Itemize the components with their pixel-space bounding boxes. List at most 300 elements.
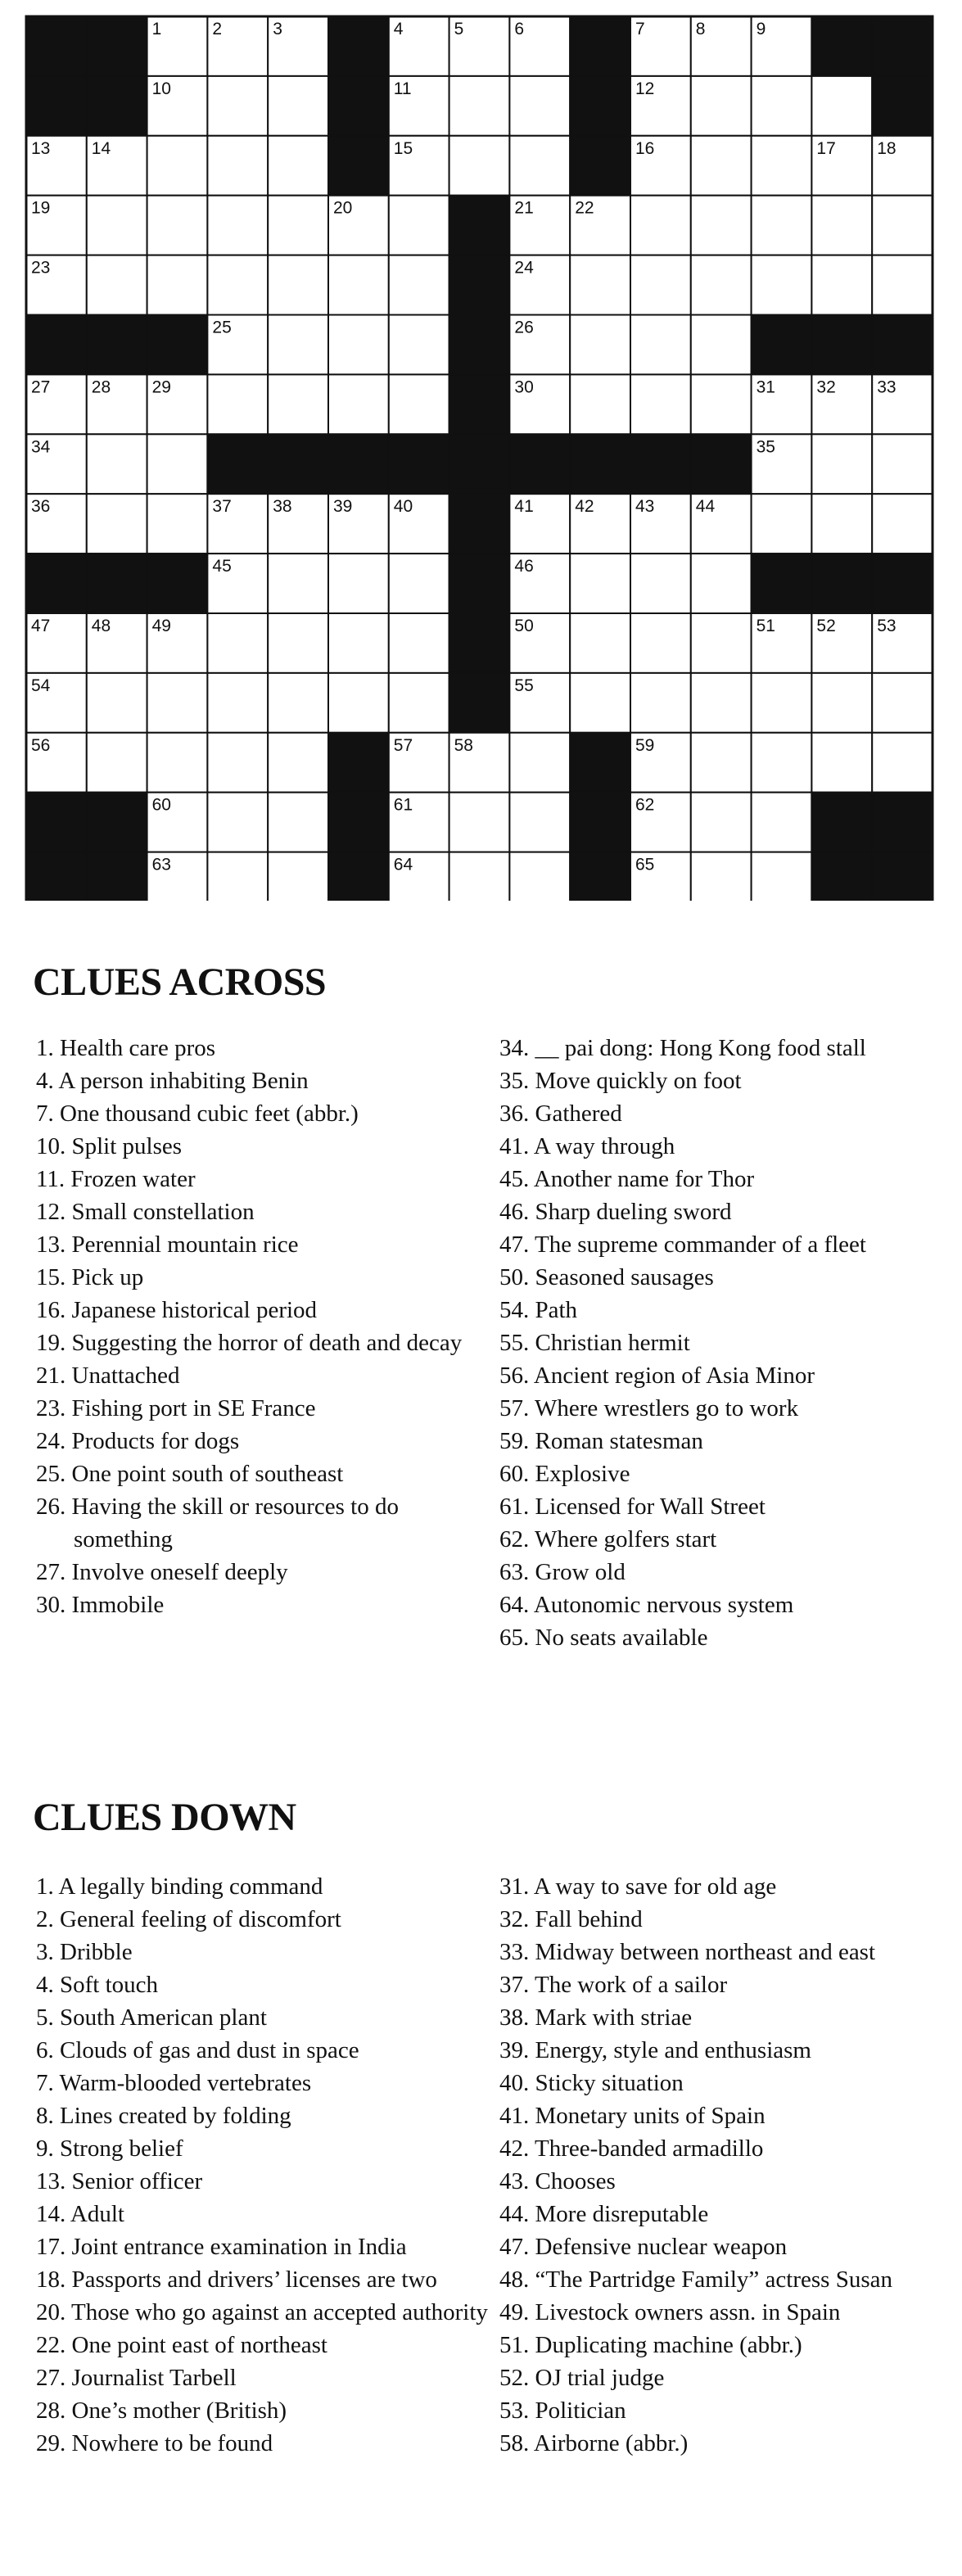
cell-number: 8 (695, 20, 706, 38)
grid-cell[interactable] (147, 196, 208, 255)
grid-cell[interactable] (872, 673, 933, 733)
black-cell (570, 76, 630, 136)
grid-cell[interactable] (268, 613, 328, 673)
across-clue: 35. Move quickly on foot (499, 1068, 742, 1094)
grid-cell[interactable] (691, 136, 752, 196)
black-cell (691, 434, 752, 494)
across-clue: 11. Frozen water (36, 1166, 196, 1192)
grid-cell[interactable] (87, 494, 147, 554)
grid-cell[interactable] (87, 673, 147, 733)
across-clue: 7. One thousand cubic feet (abbr.) (36, 1100, 359, 1127)
grid-cell[interactable] (268, 76, 328, 136)
across-clue-list-left (36, 1032, 490, 1621)
cell-number: 32 (816, 377, 836, 397)
down-heading: CLUES DOWN (33, 1796, 296, 1839)
down-clue: 43. Chooses (499, 2168, 616, 2194)
grid-cell[interactable] (872, 255, 933, 315)
across-clue: 13. Perennial mountain rice (36, 1232, 299, 1258)
cell-number: 27 (31, 377, 51, 397)
grid-cell[interactable] (207, 852, 268, 901)
black-cell (328, 16, 389, 76)
cell-number: 4 (393, 20, 404, 38)
cell-number: 43 (635, 497, 655, 517)
down-clue: 18. Passports and drivers’ licenses are two (36, 2266, 437, 2293)
black-cell (328, 76, 389, 136)
across-clue: 56. Ancient region of Asia Minor (499, 1363, 815, 1389)
grid-cell[interactable] (752, 494, 812, 554)
cell-number: 30 (514, 377, 534, 397)
black-cell (872, 793, 933, 852)
cell-number: 46 (514, 557, 534, 576)
black-cell (26, 793, 87, 852)
cell-number: 18 (877, 138, 897, 158)
grid-cell[interactable] (570, 613, 630, 673)
grid-cell[interactable] (328, 613, 389, 673)
grid-cell[interactable] (691, 733, 752, 793)
grid-cell[interactable] (872, 196, 933, 255)
black-cell (570, 136, 630, 196)
grid-cell[interactable] (630, 673, 691, 733)
black-cell (872, 16, 933, 76)
grid-cell[interactable] (691, 673, 752, 733)
down-clue: 5. South American plant (36, 2004, 267, 2031)
grid-cell[interactable] (872, 434, 933, 494)
grid-cell[interactable] (207, 76, 268, 136)
across-clue: 57. Where wrestlers go to work (499, 1395, 799, 1421)
across-clue: 46. Sharp dueling sword (499, 1199, 732, 1225)
black-cell (26, 76, 87, 136)
down-clue: 3. Dribble (36, 1939, 133, 1965)
grid-cell[interactable] (691, 76, 752, 136)
grid-cell[interactable] (509, 76, 570, 136)
black-cell (570, 733, 630, 793)
black-cell (328, 434, 389, 494)
grid-cell[interactable] (630, 196, 691, 255)
black-cell (87, 554, 147, 613)
grid-cell[interactable] (147, 434, 208, 494)
down-clue: 17. Joint entrance examination in India (36, 2234, 407, 2260)
across-clue: 24. Products for dogs (36, 1428, 240, 1454)
grid-cell[interactable] (147, 136, 208, 196)
grid-cell[interactable] (630, 255, 691, 315)
grid-cell[interactable] (207, 136, 268, 196)
grid-cell[interactable] (87, 434, 147, 494)
down-clue-list-right (499, 1870, 954, 2460)
across-clue: 62. Where golfers start (499, 1526, 717, 1552)
grid-cell[interactable] (691, 196, 752, 255)
crossword-grid (0, 0, 962, 901)
cell-number: 24 (514, 258, 534, 278)
cell-number: 2 (212, 20, 223, 38)
down-clue: 40. Sticky situation (499, 2070, 684, 2096)
across-heading: CLUES ACROSS (33, 960, 327, 1004)
cell-number: 10 (151, 79, 171, 98)
grid-cell[interactable] (752, 733, 812, 793)
down-clue: 53. Politician (499, 2397, 626, 2424)
grid-cell[interactable] (328, 374, 389, 434)
black-cell (328, 852, 389, 901)
across-clue: 41. A way through (499, 1133, 675, 1159)
down-clue: 31. A way to save for old age (499, 1873, 777, 1900)
across-clue: 47. The supreme commander of a fleet (499, 1232, 866, 1258)
cell-number: 47 (31, 617, 51, 635)
grid-cell[interactable] (207, 374, 268, 434)
grid-cell[interactable] (752, 196, 812, 255)
cell-number: 15 (393, 138, 413, 158)
cell-number: 42 (575, 497, 594, 517)
cell-number: 58 (454, 735, 473, 755)
grid-cell[interactable] (872, 733, 933, 793)
across-clue: 64. Autonomic nervous system (499, 1592, 794, 1618)
across-clue: 63. Grow old (499, 1559, 626, 1585)
across-clue: 26. Having the skill or resources to do something (36, 1494, 399, 1552)
grid-cell[interactable] (570, 255, 630, 315)
grid-cell[interactable] (811, 76, 872, 136)
cell-number: 25 (212, 318, 232, 337)
grid-cell[interactable] (328, 315, 389, 375)
down-clue: 22. One point east of northeast (36, 2332, 327, 2358)
across-clue: 59. Roman statesman (499, 1428, 703, 1454)
cell-number: 23 (31, 258, 51, 278)
cell-number: 60 (151, 795, 171, 815)
cell-number: 35 (756, 437, 775, 457)
down-clue: 13. Senior officer (36, 2168, 203, 2194)
across-clue: 23. Fishing port in SE France (36, 1395, 316, 1421)
grid-cell[interactable] (268, 673, 328, 733)
black-cell (328, 733, 389, 793)
grid-cell[interactable] (87, 733, 147, 793)
black-cell (872, 554, 933, 613)
grid-cell[interactable] (752, 255, 812, 315)
cell-number: 14 (91, 138, 111, 158)
down-clue: 49. Livestock owners assn. in Spain (499, 2299, 841, 2325)
down-clue-list-left (36, 1870, 490, 2460)
cell-number: 33 (877, 377, 897, 397)
across-clue: 1. Health care pros (36, 1035, 216, 1061)
grid-cell[interactable] (449, 136, 510, 196)
down-clue: 2. General feeling of discomfort (36, 1906, 341, 1932)
down-clue: 42. Three-banded armadillo (499, 2135, 764, 2162)
black-cell (449, 255, 510, 315)
across-clue: 30. Immobile (36, 1592, 165, 1618)
grid-cell[interactable] (207, 196, 268, 255)
black-cell (630, 434, 691, 494)
grid-cell[interactable] (752, 76, 812, 136)
black-cell (872, 76, 933, 136)
cell-number: 36 (31, 497, 51, 517)
grid-cell[interactable] (811, 733, 872, 793)
grid-cell[interactable] (268, 196, 328, 255)
grid-cell[interactable] (811, 196, 872, 255)
down-clue: 48. “The Partridge Family” actress Susan (499, 2266, 892, 2293)
black-cell (509, 434, 570, 494)
down-clue: 6. Clouds of gas and dust in space (36, 2037, 359, 2063)
grid-cell[interactable] (147, 494, 208, 554)
black-cell (87, 315, 147, 375)
cell-number: 11 (393, 79, 412, 98)
grid-cell[interactable] (691, 793, 752, 852)
grid-cell[interactable] (389, 374, 449, 434)
cell-number: 7 (635, 20, 645, 38)
cell-number: 22 (575, 198, 594, 218)
down-clue: 33. Midway between northeast and east (499, 1939, 876, 1965)
grid-cell[interactable] (87, 196, 147, 255)
black-cell (449, 374, 510, 434)
grid-cell[interactable] (87, 255, 147, 315)
grid-cell[interactable] (268, 374, 328, 434)
cell-number: 57 (393, 735, 413, 755)
black-cell (570, 852, 630, 901)
cell-number: 16 (635, 138, 655, 158)
cell-number: 48 (91, 617, 111, 635)
down-clue: 41. Monetary units of Spain (499, 2103, 766, 2129)
grid-cell[interactable] (752, 793, 812, 852)
cell-number: 52 (816, 617, 836, 635)
cell-number: 5 (454, 20, 464, 38)
cell-number: 31 (756, 377, 775, 397)
black-cell (811, 315, 872, 375)
across-clue: 50. Seasoned sausages (499, 1264, 714, 1290)
down-clue: 29. Nowhere to be found (36, 2430, 273, 2456)
cell-number: 38 (273, 497, 292, 517)
down-clue: 14. Adult (36, 2201, 124, 2227)
black-cell (449, 315, 510, 375)
black-cell (87, 852, 147, 901)
cell-number: 54 (31, 676, 51, 695)
across-clue: 65. No seats available (499, 1625, 708, 1651)
grid-cell[interactable] (207, 613, 268, 673)
down-clue: 20. Those who go against an accepted authority (36, 2299, 488, 2325)
grid-cell[interactable] (147, 733, 208, 793)
grid-cell[interactable] (268, 554, 328, 613)
black-cell (328, 136, 389, 196)
cell-number: 44 (695, 497, 716, 517)
black-cell (328, 793, 389, 852)
cell-number: 26 (514, 318, 534, 337)
grid-cell[interactable] (268, 733, 328, 793)
black-cell (811, 16, 872, 76)
grid-cell[interactable] (811, 673, 872, 733)
black-cell (811, 554, 872, 613)
cell-number: 29 (151, 377, 171, 397)
cell-number: 61 (393, 795, 413, 815)
black-cell (811, 852, 872, 901)
grid-cell[interactable] (509, 793, 570, 852)
cell-number: 50 (514, 617, 534, 635)
grid-cell[interactable] (752, 673, 812, 733)
grid-cell[interactable] (691, 315, 752, 375)
black-cell (268, 434, 328, 494)
grid-cell[interactable] (570, 554, 630, 613)
down-clue: 58. Airborne (abbr.) (499, 2430, 689, 2456)
cell-number: 39 (333, 497, 353, 517)
cell-number: 17 (816, 138, 836, 158)
grid-cell[interactable] (811, 494, 872, 554)
down-clue: 4. Soft touch (36, 1972, 159, 1998)
black-cell (570, 16, 630, 76)
black-cell (26, 852, 87, 901)
cell-number: 63 (151, 855, 171, 874)
grid-cell[interactable] (752, 136, 812, 196)
cell-number: 65 (635, 855, 655, 874)
grid-cell[interactable] (691, 255, 752, 315)
black-cell (449, 613, 510, 673)
grid-cell[interactable] (328, 255, 389, 315)
across-clue: 19. Suggesting the horror of death and decay (36, 1330, 463, 1356)
grid-cell[interactable] (389, 673, 449, 733)
down-clue: 28. One’s mother (British) (36, 2397, 287, 2424)
black-cell (872, 852, 933, 901)
cell-number: 53 (877, 617, 897, 635)
black-cell (449, 554, 510, 613)
grid-cell[interactable] (389, 613, 449, 673)
across-clue: 36. Gathered (499, 1100, 622, 1127)
across-clue: 34. __ pai dong: Hong Kong food stall (499, 1035, 866, 1061)
black-cell (449, 673, 510, 733)
grid-cell[interactable] (268, 136, 328, 196)
grid-cell[interactable] (811, 434, 872, 494)
cell-number: 62 (635, 795, 655, 815)
cell-number: 28 (91, 377, 111, 397)
black-cell (87, 76, 147, 136)
down-clue: 8. Lines created by folding (36, 2103, 291, 2129)
grid-cell[interactable] (691, 374, 752, 434)
black-cell (26, 315, 87, 375)
grid-cell[interactable] (268, 852, 328, 901)
down-clue: 38. Mark with striae (499, 2004, 693, 2031)
across-clue: 4. A person inhabiting Benin (36, 1068, 309, 1094)
grid-cell[interactable] (752, 852, 812, 901)
black-cell (87, 793, 147, 852)
down-clue: 44. More disreputable (499, 2201, 709, 2227)
down-clue: 47. Defensive nuclear weapon (499, 2234, 788, 2260)
cell-number: 49 (151, 617, 171, 635)
down-clue: 7. Warm-blooded vertebrates (36, 2070, 312, 2096)
black-cell (147, 315, 208, 375)
black-cell (26, 554, 87, 613)
grid-cell[interactable] (811, 255, 872, 315)
across-clue: 60. Explosive (499, 1461, 630, 1487)
cell-number: 55 (514, 676, 534, 695)
black-cell (752, 315, 812, 375)
grid-cell[interactable] (389, 315, 449, 375)
black-cell (449, 494, 510, 554)
down-clue: 52. OJ trial judge (499, 2365, 665, 2391)
grid-cell[interactable] (389, 255, 449, 315)
cell-number: 64 (393, 855, 413, 874)
black-cell (872, 315, 933, 375)
grid-cell[interactable] (449, 852, 510, 901)
black-cell (449, 434, 510, 494)
across-clue: 12. Small constellation (36, 1199, 255, 1225)
cell-number: 37 (212, 497, 232, 517)
cell-number: 59 (635, 735, 655, 755)
grid-cell[interactable] (630, 554, 691, 613)
grid-cell[interactable] (509, 852, 570, 901)
grid-cell[interactable] (147, 255, 208, 315)
grid-cell[interactable] (570, 315, 630, 375)
across-clue: 45. Another name for Thor (499, 1166, 755, 1192)
down-clue: 9. Strong belief (36, 2135, 183, 2162)
grid-cell[interactable] (147, 673, 208, 733)
down-clue: 39. Energy, style and enthusiasm (499, 2037, 811, 2063)
cell-number: 1 (151, 20, 162, 38)
black-cell (26, 16, 87, 76)
grid-cell[interactable] (509, 733, 570, 793)
cell-number: 9 (756, 20, 766, 38)
cell-number: 51 (756, 617, 775, 635)
grid-cell[interactable] (570, 374, 630, 434)
grid-cell[interactable] (268, 315, 328, 375)
across-clue: 16. Japanese historical period (36, 1297, 318, 1323)
grid-cell[interactable] (389, 554, 449, 613)
grid-cell[interactable] (509, 136, 570, 196)
grid-cell[interactable] (328, 673, 389, 733)
grid-cell[interactable] (691, 852, 752, 901)
down-clue: 51. Duplicating machine (abbr.) (499, 2332, 802, 2358)
grid-cell[interactable] (449, 76, 510, 136)
down-clue: 32. Fall behind (499, 1906, 643, 1932)
grid-cell[interactable] (630, 613, 691, 673)
across-clue: 21. Unattached (36, 1363, 180, 1389)
cell-number: 41 (514, 497, 534, 517)
cell-number: 40 (393, 497, 413, 517)
black-cell (207, 434, 268, 494)
grid-cell[interactable] (207, 733, 268, 793)
grid-cell[interactable] (328, 554, 389, 613)
down-clue: 37. The work of a sailor (499, 1972, 728, 1998)
across-clue: 25. One point south of southeast (36, 1461, 344, 1487)
grid-cell[interactable] (207, 673, 268, 733)
black-cell (752, 554, 812, 613)
across-clue: 61. Licensed for Wall Street (499, 1494, 766, 1520)
grid-cell[interactable] (389, 196, 449, 255)
cell-number: 56 (31, 735, 51, 755)
cell-number: 13 (31, 138, 51, 158)
grid-cell[interactable] (691, 554, 752, 613)
grid-cell[interactable] (630, 374, 691, 434)
black-cell (570, 434, 630, 494)
cell-number: 34 (31, 437, 51, 457)
across-clue: 27. Involve oneself deeply (36, 1559, 288, 1585)
black-cell (449, 196, 510, 255)
grid-cell[interactable] (872, 494, 933, 554)
across-clue: 15. Pick up (36, 1264, 144, 1290)
grid-cell[interactable] (268, 793, 328, 852)
black-cell (87, 16, 147, 76)
across-clue-list-right (499, 1032, 954, 1654)
cell-number: 3 (273, 20, 282, 38)
grid-cell[interactable] (268, 255, 328, 315)
grid-cell[interactable] (207, 793, 268, 852)
black-cell (147, 554, 208, 613)
cell-number: 21 (514, 198, 534, 218)
grid-cell[interactable] (449, 793, 510, 852)
black-cell (570, 793, 630, 852)
cell-number: 20 (333, 198, 353, 218)
grid-cell[interactable] (630, 315, 691, 375)
down-clue: 1. A legally binding command (36, 1873, 323, 1900)
cell-number: 6 (514, 20, 525, 38)
black-cell (389, 434, 449, 494)
across-clue: 10. Split pulses (36, 1133, 183, 1159)
grid-cell[interactable] (207, 255, 268, 315)
black-cell (811, 793, 872, 852)
grid-cell[interactable] (691, 613, 752, 673)
across-clue: 55. Christian hermit (499, 1330, 690, 1356)
cell-number: 19 (31, 198, 51, 218)
grid-cell[interactable] (570, 673, 630, 733)
